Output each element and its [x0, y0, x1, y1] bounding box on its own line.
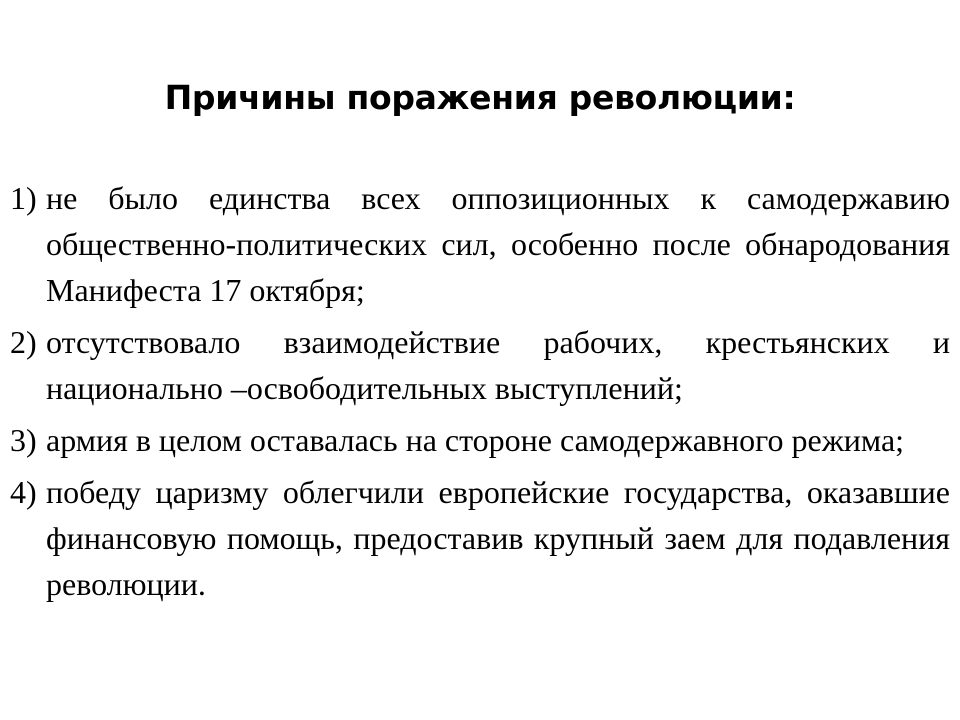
list-item-text: победу царизму облегчили европейские государства, оказавшие финансовую помощь, предоставив крупный заем для подавления революции.	[46, 474, 950, 602]
list-item-number: 1)	[10, 180, 37, 216]
list-item-text: отсутствовало взаимодействие рабочих, крестьянских и национально –освободительных выступлений;	[46, 324, 950, 406]
list-item-number: 3)	[10, 422, 37, 458]
list-item-number: 2)	[10, 324, 37, 360]
list-item-number: 4)	[10, 474, 37, 510]
list-item-text: не было единства всех оппозиционных к самодержавию общественно-политических сил, особенно после обнародования Манифеста 17 октября;	[46, 180, 950, 308]
list-item	[10, 319, 950, 411]
slide-title: Причины поражения революции:	[164, 78, 796, 117]
list-item	[10, 469, 950, 607]
reasons-list	[10, 175, 950, 613]
list-item	[10, 175, 950, 313]
list-item-text: армия в целом оставалась на стороне самодержавного режима;	[46, 422, 905, 458]
list-item	[10, 417, 950, 463]
